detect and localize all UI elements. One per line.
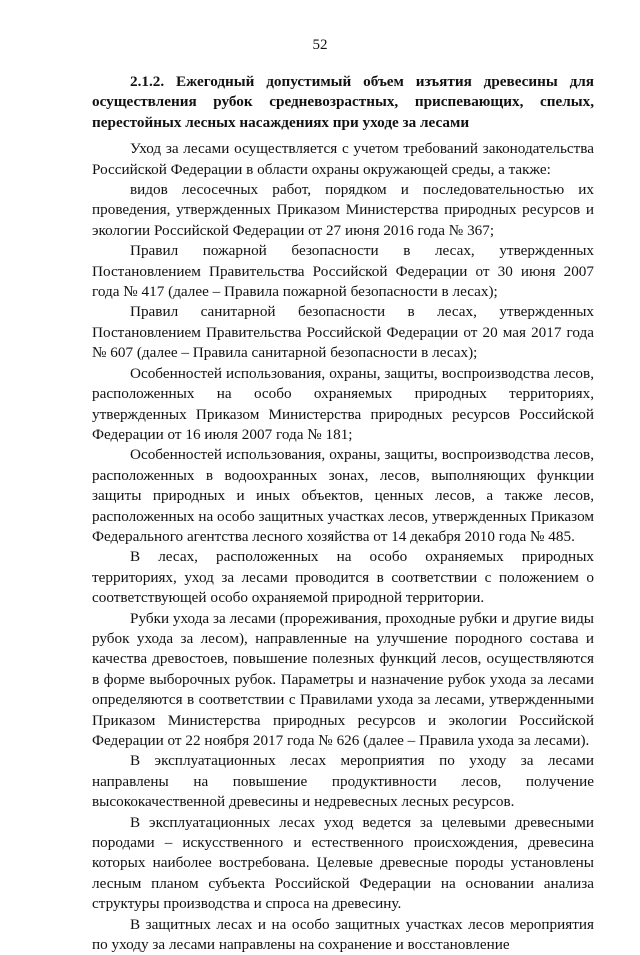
document-body [92,72,594,955]
paragraph: В эксплуатационных лесах уход ведется за целевыми древесными породами – искусственного и естественного происхождения, древесина которых наиболее востребована. Целевые древесные породы установлены лесным планом субъекта Российской Федерации на основании анализа структуры производства и спроса на древесину. [92,813,594,913]
paragraph: Особенностей использования, охраны, защиты, воспроизводства лесов, расположенных на особо охраняемых природных территориях, утвержденных Приказом Министерства природных ресурсов Российской Федерации от 16 июля 2007 года № 181; [92,364,594,443]
paragraph: В эксплуатационных лесах мероприятия по уходу за лесами направлены на повышение продуктивности лесов, получение высококачественной древесины и недревесных лесных ресурсов. [92,752,594,811]
section-heading: 2.1.2. Ежегодный допустимый объем изъятия древесины для осуществления рубок средневозрастных, приспевающих, спелых, перестойных лесных насаждениях при уходе за лесами [92,73,594,131]
paragraph: В защитных лесах и на особо защитных участках лесов мероприятия по уходу за лесами направлены на сохранение и восстановление [92,915,594,954]
paragraph: видов лесосечных работ, порядком и последовательностью их проведения, утвержденных Приказом Министерства природных ресурсов и экологии Российской Федерации от 27 июня 2016 года № 367; [92,181,594,239]
paragraph: Особенностей использования, охраны, защиты, воспроизводства лесов, расположенных в водоохранных зонах, лесов, выполняющих функции защиты природных и иных объектов, ценных лесов, а также лесов, расположенных на особо защитных участках лесов, утвержденных Приказом Федерального агентства лесного хозяйства от 14 декабря 2010 года № 485. [92,446,594,545]
page-number: 52 [312,37,328,53]
paragraph: Рубки ухода за лесами (прореживания, проходные рубки и другие виды рубок ухода за лесом), направленные на улучшение породного состава и качества древостоев, повышение полезных функций лесов, осуществляются в форме выборочных рубок. Параметры и назначение рубок ухода за лесами определяются в соответствии с Правилами ухода за лесами, утвержденными Приказом Министерства природных ресурсов и экологии Российской Федерации от 22 ноября 2017 года № 626 (далее – Правила ухода за лесами). [92,609,594,749]
paragraph: В лесах, расположенных на особо охраняемых природных территориях, уход за лесами проводится в соответствии с положением о соответствующей особо охраняемой природной территории. [92,548,594,607]
paragraph: Уход за лесами осуществляется с учетом требований законодательства Российской Федерации в области охраны окружающей среды, а также: [92,140,594,178]
paragraph: Правил пожарной безопасности в лесах, утвержденных Постановлением Правительства Российской Федерации от 30 июня 2007 года № 417 (далее – Правила пожарной безопасности в лесах); [92,242,594,301]
paragraph: Правил санитарной безопасности в лесах, утвержденных Постановлением Правительства Российской Федерации от 20 мая 2017 года № 607 (далее – Правила санитарной безопасности в лесах); [92,303,594,362]
